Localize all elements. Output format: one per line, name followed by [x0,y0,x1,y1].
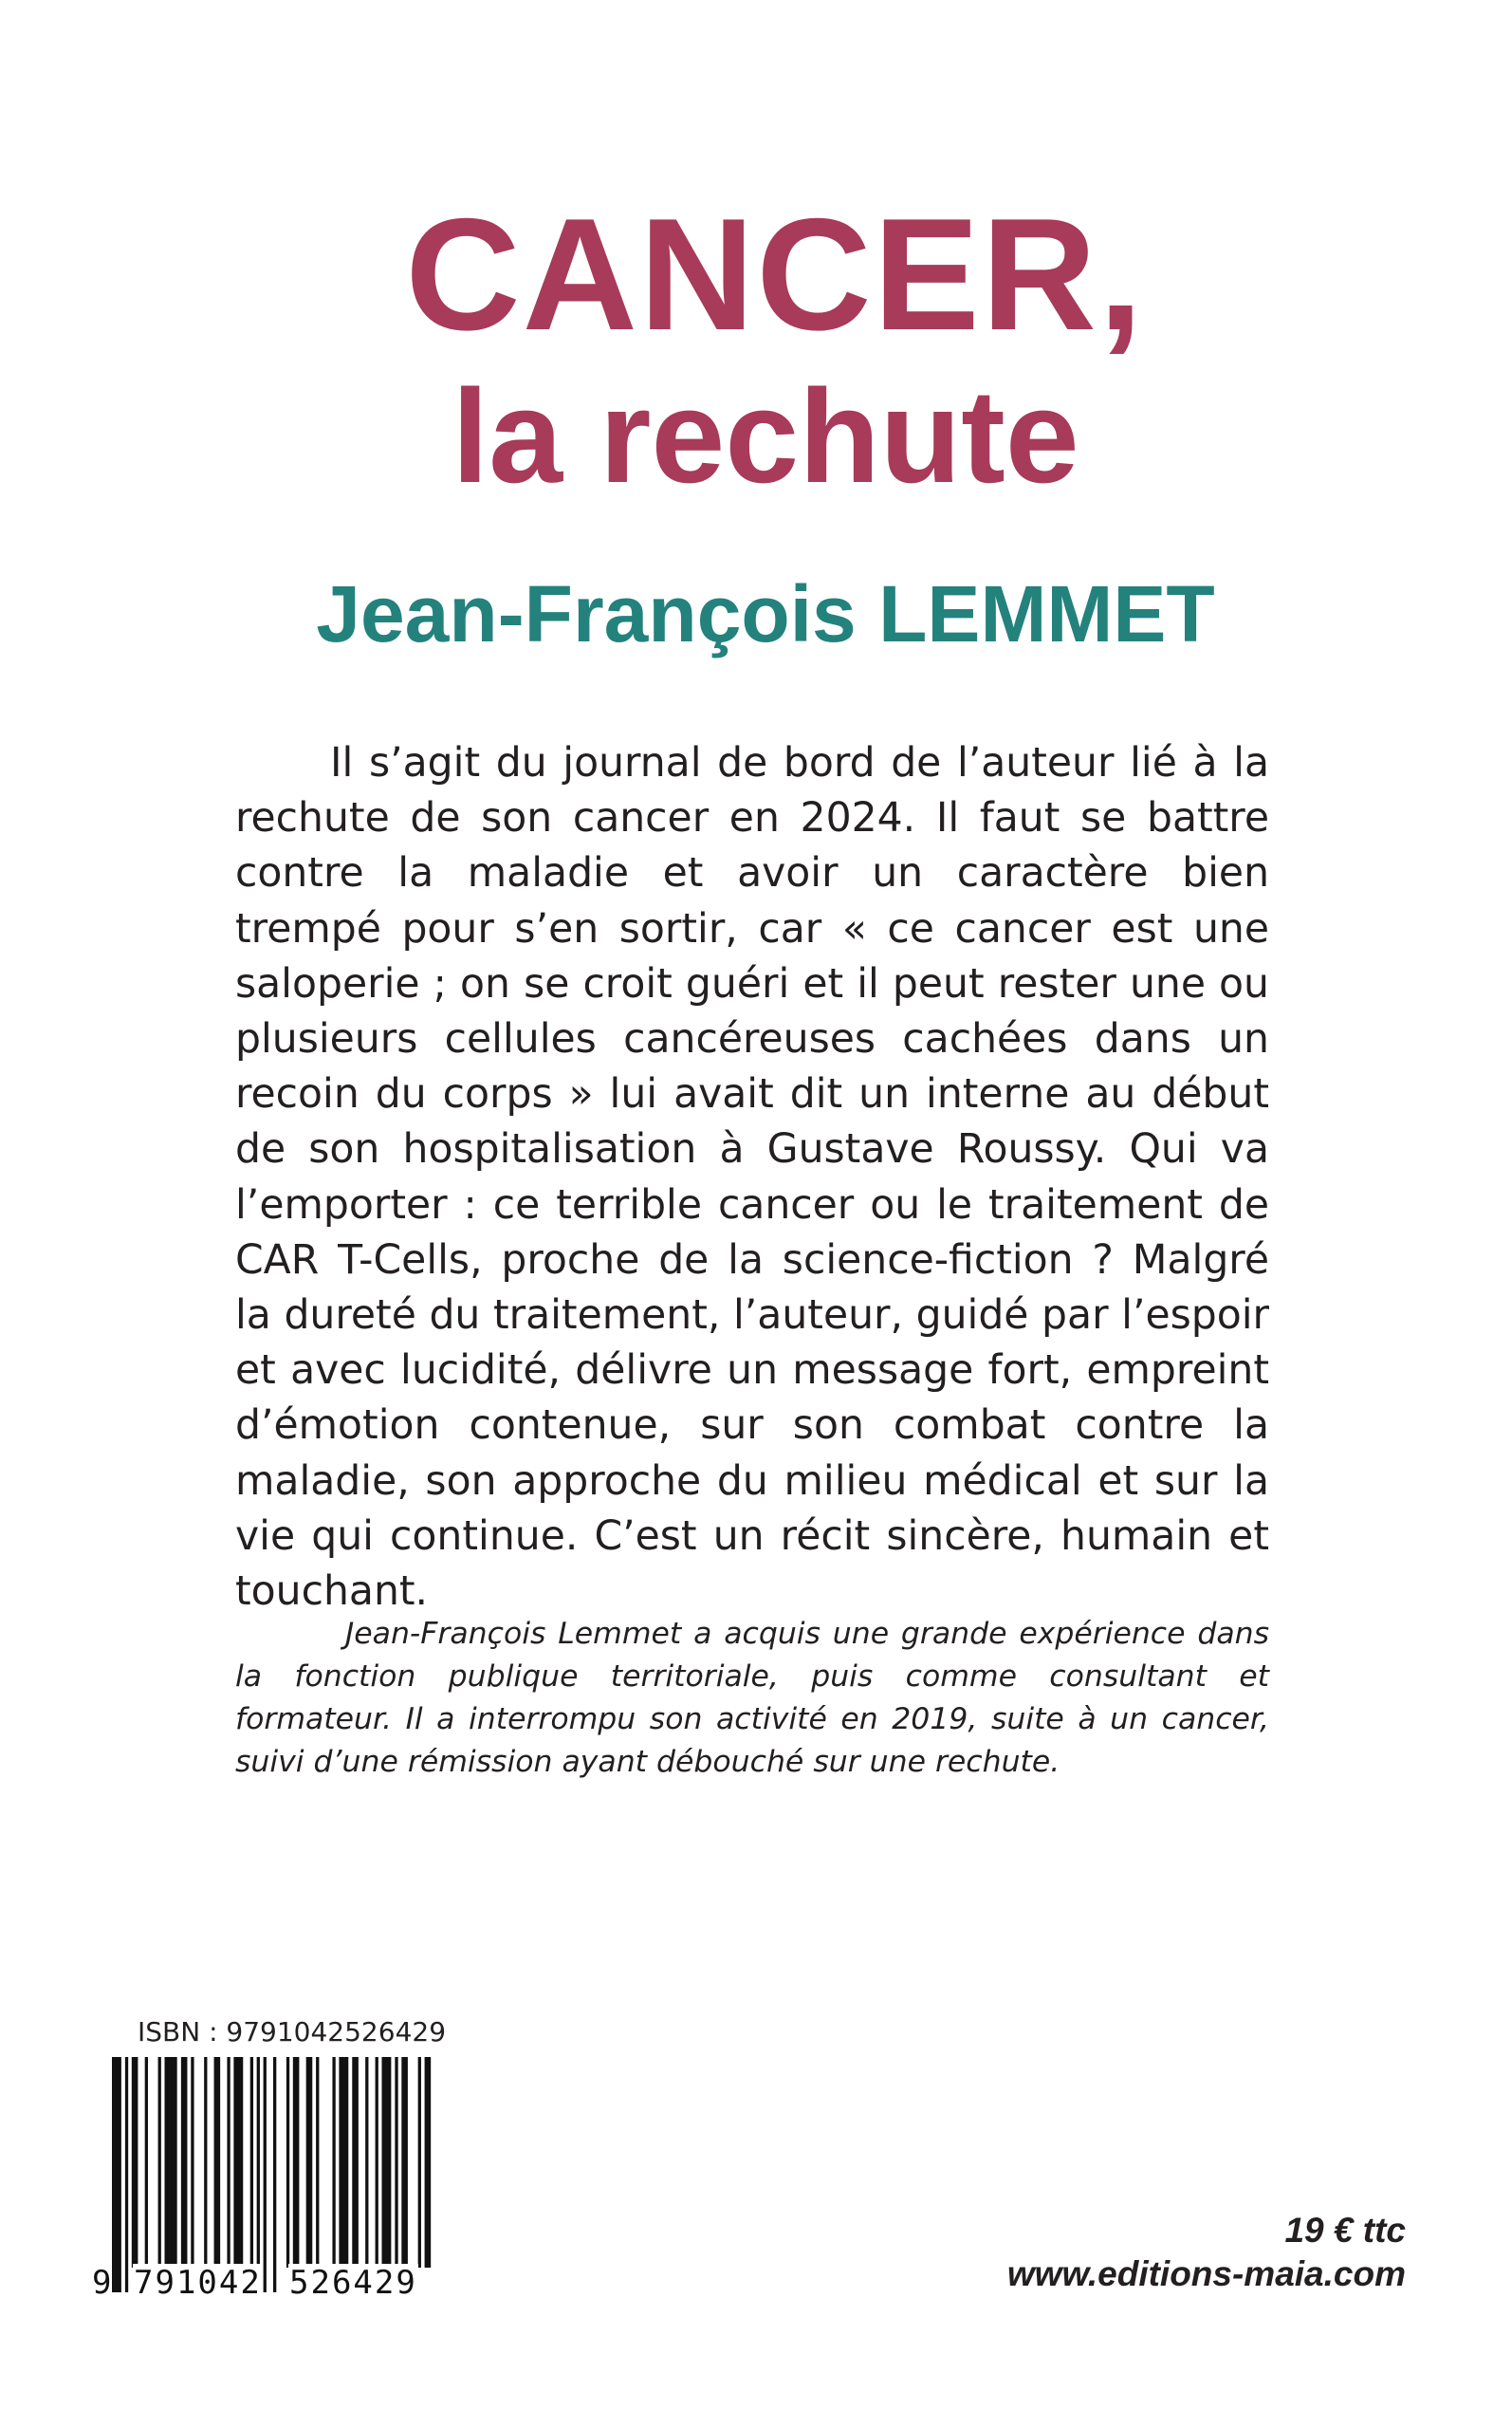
barcode-bar [273,2057,276,2292]
barcode-bar [332,2057,335,2268]
barcode-bar [214,2057,221,2268]
isbn-label: ISBN : 9791042526429 [138,2016,447,2048]
barcode-bar [381,2057,391,2268]
barcode-bar [401,2057,408,2268]
barcode-bar [376,2057,378,2268]
barcode-bar [158,2057,161,2268]
barcode-bar [250,2057,253,2268]
barcode-bar [227,2057,230,2268]
publisher-website: www.editions-maia.com [1006,2254,1406,2293]
barcode [112,2057,434,2292]
barcode-bar [339,2057,348,2268]
barcode-bar [365,2057,368,2268]
barcode-bar [352,2057,359,2268]
book-title-line-1: CANCER, [405,185,1145,363]
book-summary: Il s’agit du journal de bord de l’auteur lié à la rechute de son cancer en 2024. Il faut se battre contre la maladie et avoir un caractère bien trempé pour s’en sortir, car « ce cancer est une saloperie ; on se croit guéri et il peut rester une ou plusieurs cellules cancéreuses cachées dans un recoin du corps » lui avait dit un interne au début de son hospitalisation à Gustave Roussy. Qui va l’emporter : ce terrible cancer ou le traitement de CAR T-Cells, proche de la science-fiction ? Malgré la dureté du traitement, l’auteur, guidé par l’espoir et avec lucidité, délivre un message fort, empreint d’émotion contenue, sur son combat contre la maladie, son approche du milieu médical et sur la vie qui continue. C’est un récit sincère, humain et touchant. [235,740,1269,1616]
barcode-bar [306,2057,313,2268]
barcode-bar [191,2057,194,2268]
barcode-bar [165,2057,177,2268]
author-name: Jean-François LEMMET [316,569,1215,658]
barcode-bar [316,2057,319,2268]
book-title-line-2: la rechute [452,361,1079,510]
barcode-bar [293,2057,300,2268]
barcode-bar [418,2057,421,2268]
barcode-bar [395,2057,397,2268]
barcode-bar [233,2057,243,2268]
barcode-bar [264,2057,267,2292]
barcode-bar [425,2057,432,2268]
price: 19 € ttc [1284,2211,1406,2250]
barcode-bar [132,2057,138,2268]
barcode-digit-lead: 9 [92,2264,112,2302]
barcode-bar [286,2057,289,2268]
author-biography: Jean-François Lemmet a acquis une grande expérience dans la fonction publique territoriale, puis comme consultant et formateur. Il a interrompu son activité en 2019, suite à un cancer, suivi d’une rémission ayant débouché sur une rechute. [235,1617,1269,1779]
barcode-bar [125,2057,128,2292]
barcode-digit-group-right: 526429 [289,2264,417,2302]
barcode-bar [181,2057,188,2268]
barcode-bar [257,2057,260,2268]
barcode-digits [92,2264,434,2302]
barcode-bar [112,2057,121,2292]
barcode-bar [145,2057,148,2268]
barcode-digit-group-left: 791042 [134,2264,262,2302]
barcode-bar [204,2057,207,2268]
